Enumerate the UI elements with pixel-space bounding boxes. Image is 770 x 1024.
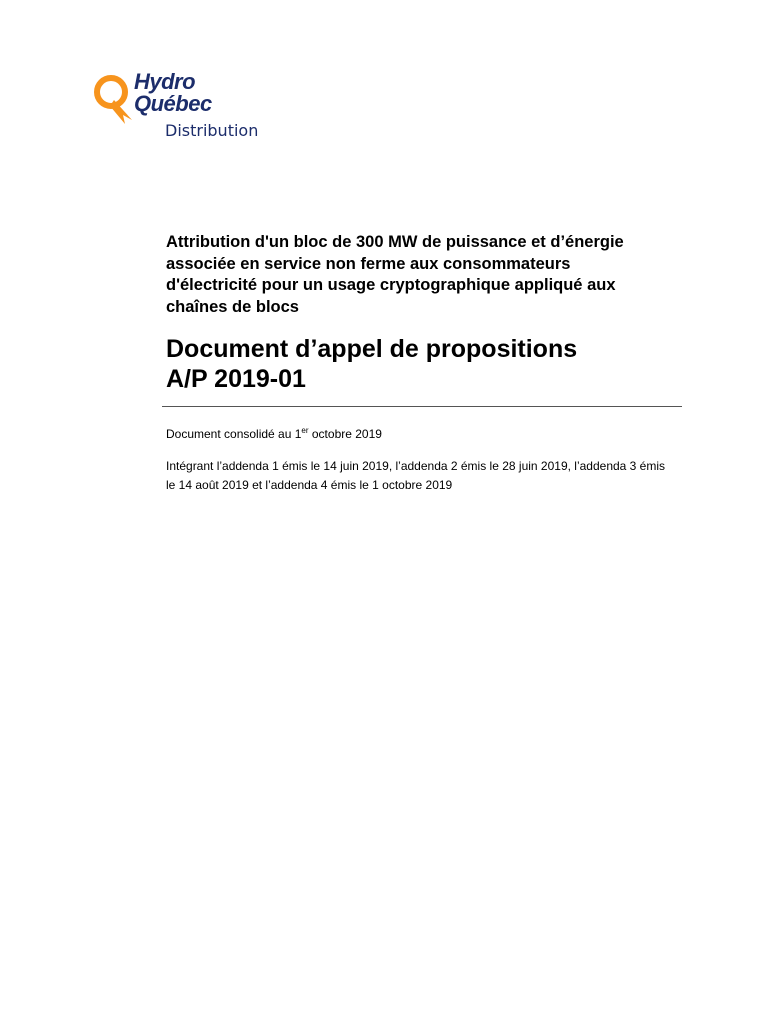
document-subject <box>166 232 686 318</box>
consolidated-prefix: Document consolidé au 1 <box>166 427 302 441</box>
title-divider <box>162 406 682 407</box>
logo-text-quebec: Québec <box>134 91 212 116</box>
document-title <box>166 334 686 394</box>
addenda-line: le 14 août 2019 et l’addenda 4 émis le 1 octobre 2019 <box>166 478 453 492</box>
consolidated-ordinal: er <box>301 426 309 435</box>
addenda-note <box>166 457 696 495</box>
subject-line: Attribution d'un bloc de 300 MW de puissance et d’énergie <box>166 233 624 251</box>
title-line-main: Document d’appel de propositions <box>166 335 578 363</box>
subject-line: d'électricité pour un usage cryptographique appliqué aux <box>166 276 616 294</box>
consolidated-date <box>166 427 382 441</box>
subject-line: chaînes de blocs <box>166 297 299 316</box>
logo-text-distribution: Distribution <box>165 121 259 140</box>
subject-line: associée en service non ferme aux consommateurs <box>166 254 571 273</box>
hydro-quebec-q-icon <box>92 70 136 126</box>
addenda-line: Intégrant l’addenda 1 émis le 14 juin 2019, l’addenda 2 émis le 28 juin 2019, l’addenda 3 émis <box>166 459 666 473</box>
hydro-quebec-logo <box>92 70 272 150</box>
consolidated-suffix: octobre 2019 <box>308 427 382 441</box>
title-line-reference: A/P 2019-01 <box>166 365 306 393</box>
logo-text-hydro: Hydro <box>134 69 196 94</box>
